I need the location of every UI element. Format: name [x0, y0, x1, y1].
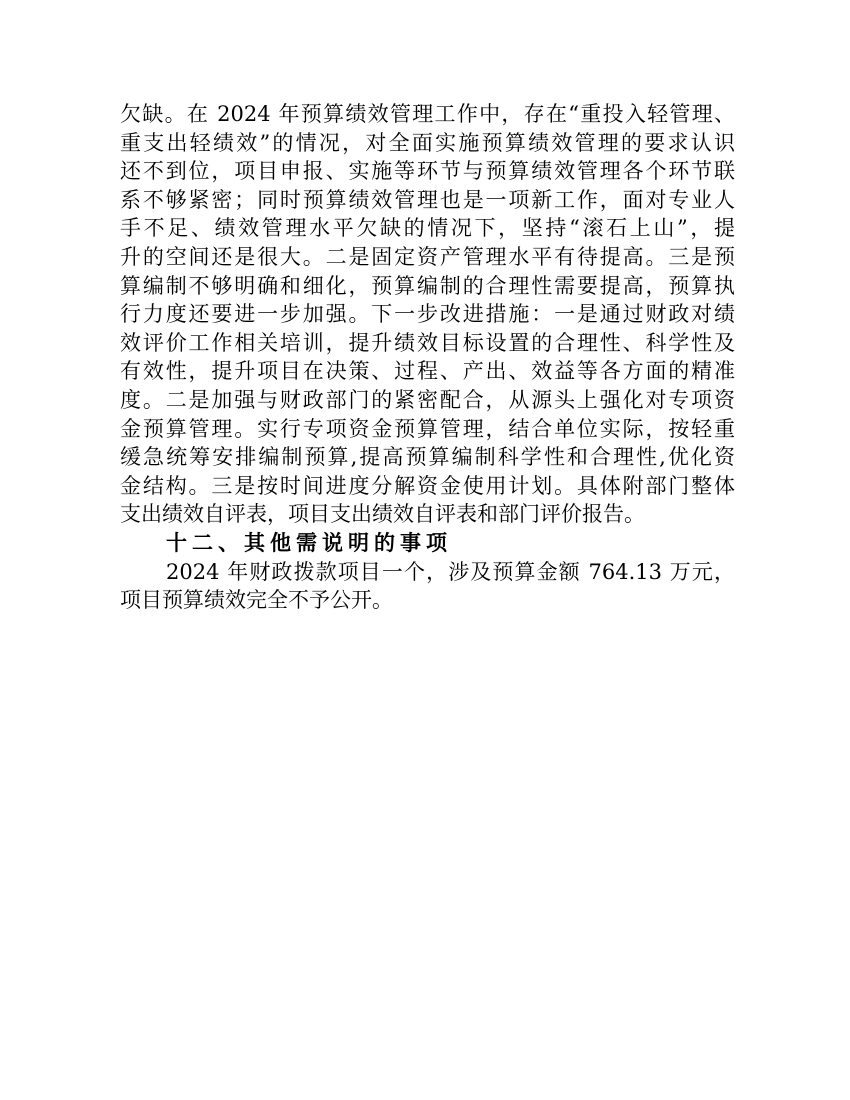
body-line: 升的空间还是很大。二是固定资产管理水平有待提高。三是预 [120, 244, 735, 269]
body-line: 缓急统筹安排编制预算,提高预算编制科学性和合理性,优化资 [120, 445, 735, 470]
body-line: 还不到位，项目申报、实施等环节与预算绩效管理各个环节联 [120, 159, 735, 184]
body-line: 欠缺。在 2024 年预算绩效管理工作中，存在“重投入轻管理、 [120, 102, 735, 126]
body-line: 支出绩效自评表，项目支出绩效自评表和部门评价报告。 [120, 502, 645, 527]
closing-line: 项目预算绩效完全不予公开。 [120, 588, 393, 613]
body-line: 金结构。三是按时间进度分解资金使用计划。具体附部门整体 [120, 473, 735, 498]
text-block [120, 100, 735, 615]
body-line: 有效性，提升项目在决策、过程、产出、效益等各方面的精准 [120, 359, 735, 384]
body-line: 效评价工作相关培训，提升绩效目标设置的合理性、科学性及 [120, 330, 735, 355]
body-line: 重支出轻绩效”的情况，对全面实施预算绩效管理的要求认识 [120, 130, 735, 155]
body-line: 算编制不够明确和细化，预算编制的合理性需要提高，预算执 [120, 273, 735, 298]
body-line: 金预算管理。实行专项资金预算管理，结合单位实际，按轻重 [120, 416, 735, 441]
body-line: 行力度还要进一步加强。下一步改进措施：一是通过财政对绩 [120, 302, 735, 327]
body-line: 系不够紧密；同时预算绩效管理也是一项新工作，面对专业人 [120, 187, 735, 212]
closing-line: 2024 年财政拨款项目一个，涉及预算金额 764.13 万元， [166, 559, 735, 584]
body-line: 手不足、绩效管理水平欠缺的情况下，坚持“滚石上山”，提 [120, 216, 735, 241]
body-line: 度。二是加强与财政部门的紧密配合，从源头上强化对专项资 [120, 387, 735, 412]
section-heading: 十二、其他需说明的事项 [166, 530, 452, 555]
